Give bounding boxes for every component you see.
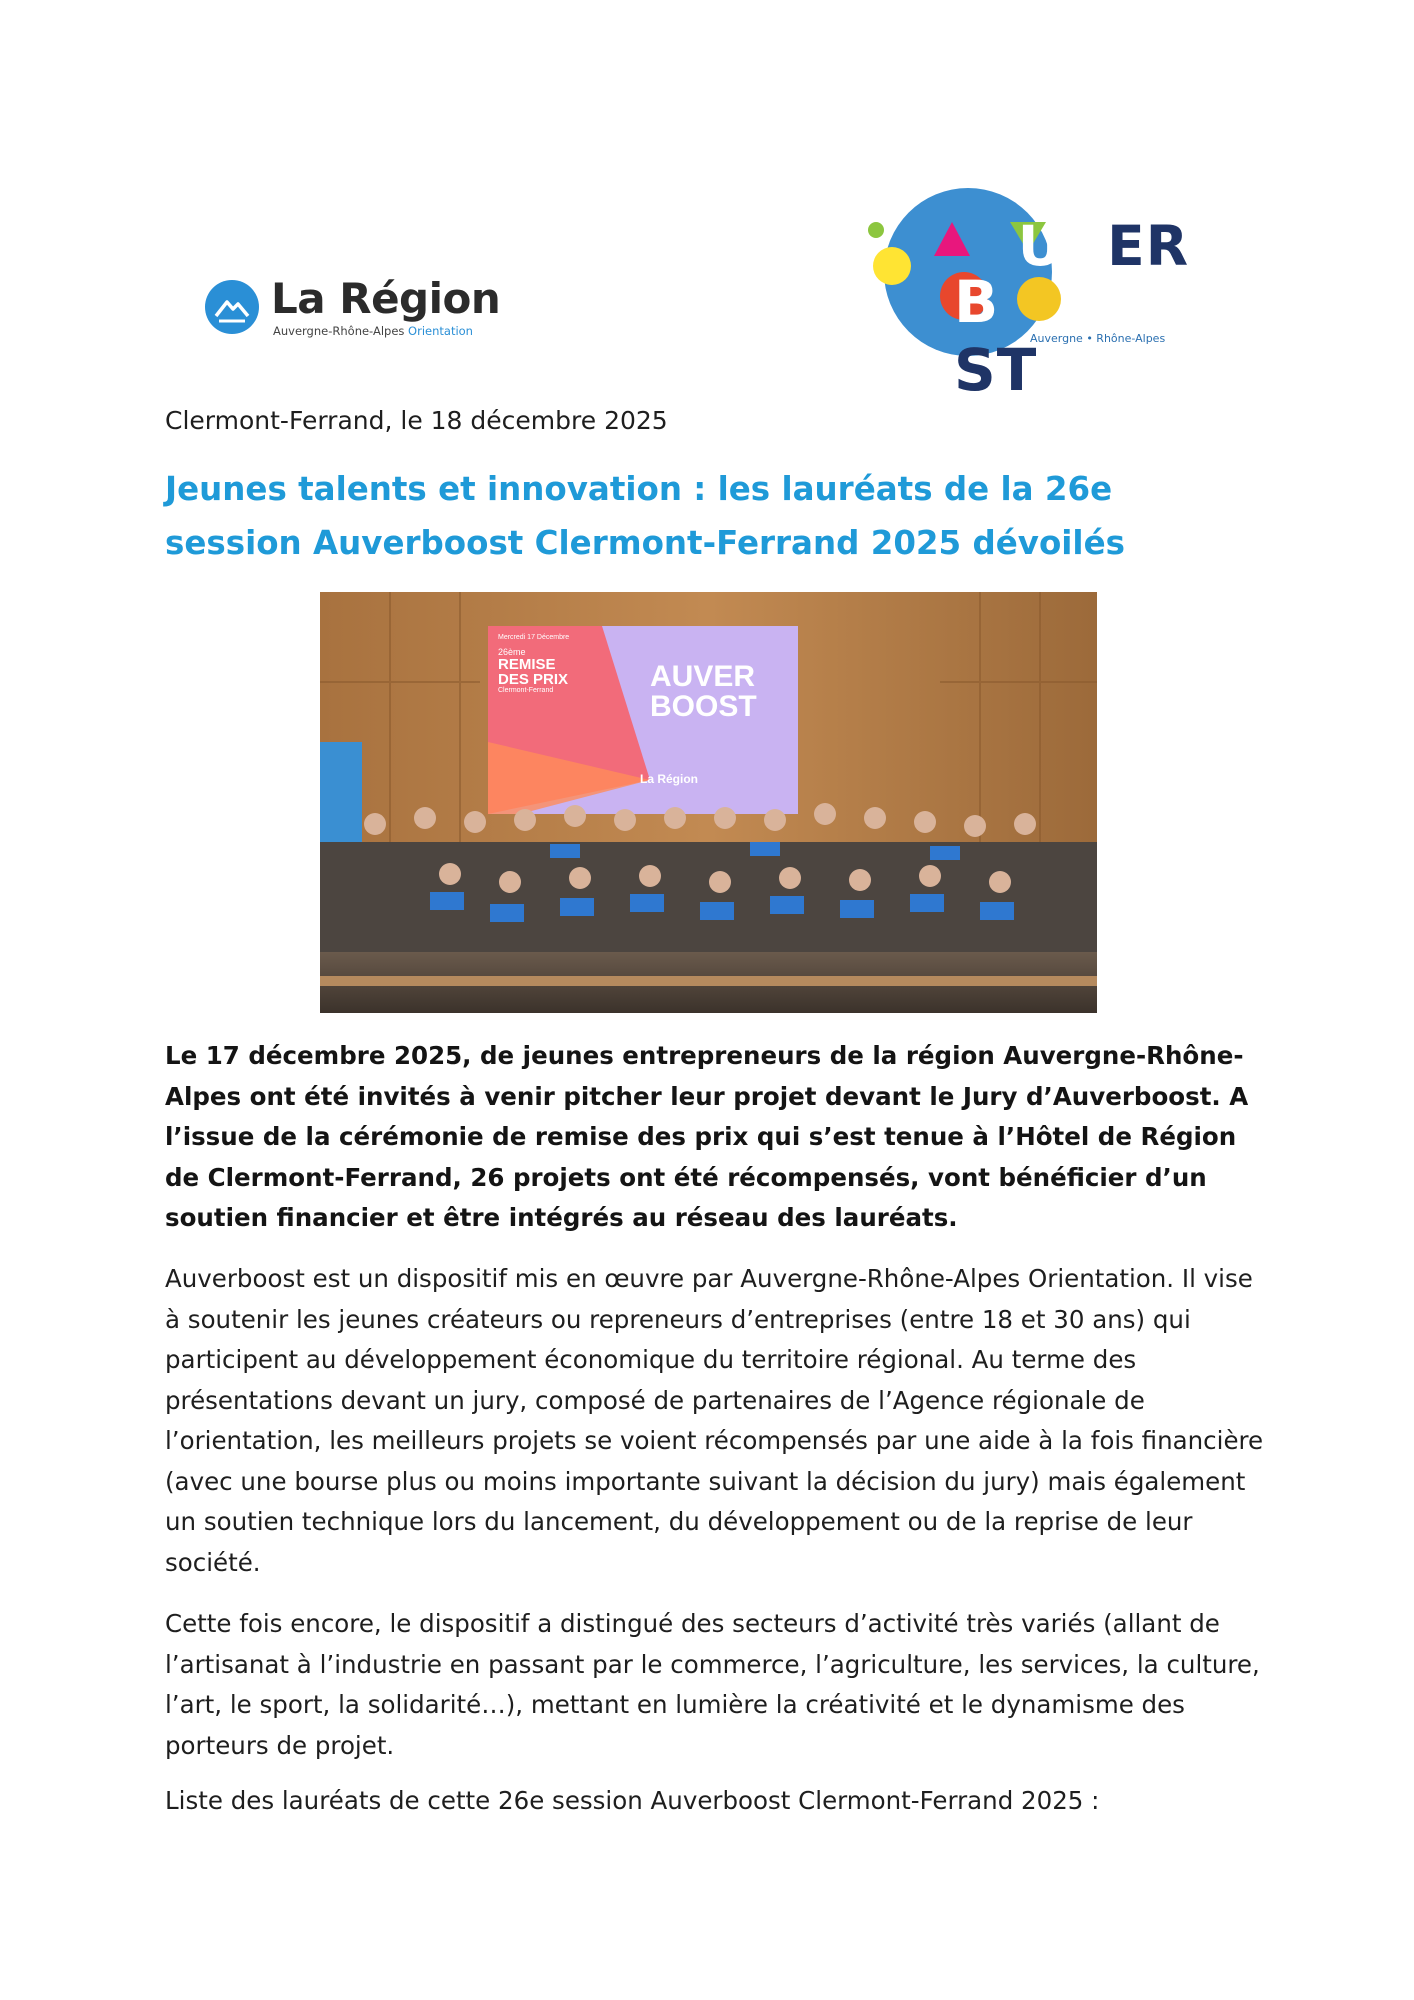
ceremony-photo-illustration	[320, 592, 1097, 1013]
page-title: Jeunes talents et innovation : les lauréats de la 26e session Auverboost Clermont-Ferrand 2025 dévoilés	[165, 470, 1125, 562]
screen-title-line1: REMISE	[498, 656, 556, 673]
auverboost-logo-tagline: Auvergne • Rhône-Alpes	[1030, 332, 1166, 345]
region-mountain-icon	[205, 280, 259, 334]
screen-title-line2: DES PRIX	[498, 671, 569, 688]
screen-region: La Région	[640, 772, 699, 786]
laureates-list-intro: Liste des lauréats de cette 26e session Auverboost Clermont-Ferrand 2025 :	[165, 1786, 1100, 1815]
auverboost-logo	[864, 186, 1190, 404]
dateline: Clermont-Ferrand, le 18 décembre 2025	[165, 406, 668, 435]
ceremony-photo	[320, 592, 1097, 1013]
auverboost-logo-line2: BST	[954, 268, 1038, 404]
screen-brand-line2: BOOST	[650, 690, 757, 723]
screen-brand-line1: AUVER	[650, 660, 756, 693]
screen-edition: 26ème	[498, 647, 526, 657]
body-paragraph-1: Auverboost est un dispositif mis en œuvre par Auvergne-Rhône-Alpes Orientation. Il vise à soutenir les jeunes créateurs ou repreneurs d’entreprises (entre 18 et 30 ans) qui participent au développement économique du territoire régional. Au terme des présentations devant un jury, composé de partenaires de l’Agence régionale de l’orientation, les meilleurs projets se voient récompensés par une aide à la fois financière (avec une bourse plus ou moins importante suivant la décision du jury) mais également un soutien technique lors du lancement, du développement ou de la reprise de leur société.	[165, 1264, 1264, 1577]
region-logo-title: La Région	[271, 274, 501, 323]
screen-city: Clermont-Ferrand	[498, 687, 554, 694]
body-paragraph-2: Cette fois encore, le dispositif a distingué des secteurs d’activité très variés (allant de l’artisanat à l’industrie en passant par le commerce, l’agriculture, les services, la culture, l’art, le sport, la solidarité…), mettant en lumière la créativité et le dynamisme des porteurs de projet.	[165, 1609, 1260, 1760]
auverboost-logo-line1: U ER	[1017, 214, 1190, 278]
region-logo-subtitle: Auvergne-Rhône-Alpes Orientation	[273, 324, 473, 338]
screen-date: Mercredi 17 Décembre	[498, 634, 570, 641]
la-region-logo	[205, 272, 505, 344]
lead-paragraph: Le 17 décembre 2025, de jeunes entrepreneurs de la région Auvergne-Rhône-Alpes ont été invités à venir pitcher leur projet devant le Jury d’Auverboost. A l’issue de la cérémonie de remise des prix qui s’est tenue à l’Hôtel de Région de Clermont-Ferrand, 26 projets ont été récompensés, vont bénéficier d’un soutien financier et être intégrés au réseau des lauréats.	[165, 1041, 1249, 1232]
